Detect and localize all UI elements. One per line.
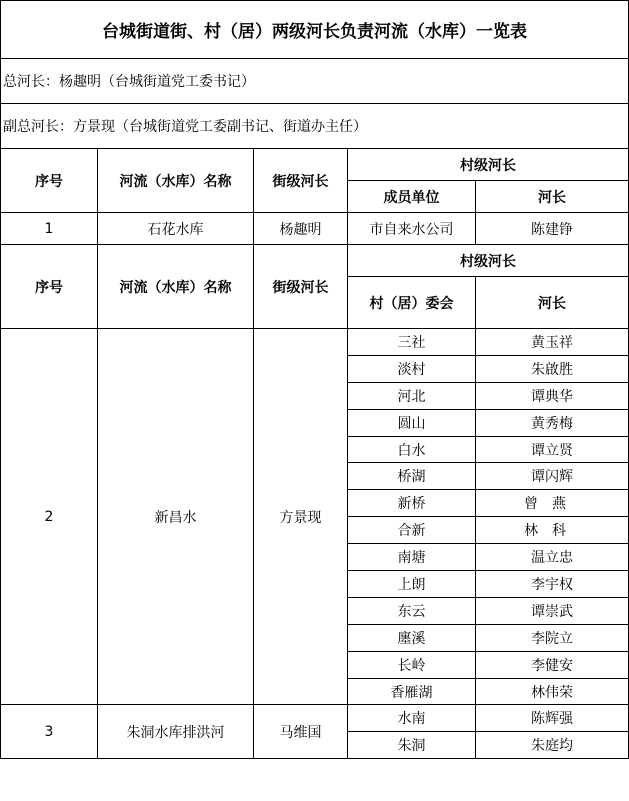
village-committee: 圆山 xyxy=(348,409,476,436)
village-committee: 新桥 xyxy=(348,490,476,517)
row-no: 2 xyxy=(1,329,98,705)
village-chief: 曾燕 xyxy=(476,490,629,517)
river-name: 朱洞水库排洪河 xyxy=(98,705,254,759)
village-chief: 李宇权 xyxy=(476,571,629,598)
river-name: 石花水库 xyxy=(98,213,254,245)
village-committee: 上朗 xyxy=(348,571,476,598)
village-committee: 白水 xyxy=(348,436,476,463)
street-chief: 杨趣明 xyxy=(254,213,348,245)
village-chief: 陈辉强 xyxy=(476,705,629,732)
village-chief: 陈建铮 xyxy=(476,213,629,245)
river-name: 新昌水 xyxy=(98,329,254,705)
header-village-chief: 村级河长 xyxy=(348,149,629,181)
header-street-chief: 街级河长 xyxy=(254,245,348,329)
village-chief: 谭崇武 xyxy=(476,597,629,624)
header-street-chief: 街级河长 xyxy=(254,149,348,213)
village-committee: 合新 xyxy=(348,517,476,544)
village-committee: 香雁湖 xyxy=(348,678,476,705)
village-chief: 林科 xyxy=(476,517,629,544)
village-chief: 李院立 xyxy=(476,624,629,651)
village-chief: 朱庭均 xyxy=(476,732,629,759)
village-committee: 三社 xyxy=(348,329,476,356)
village-committee: 水南 xyxy=(348,705,476,732)
village-chief: 林伟荣 xyxy=(476,678,629,705)
header-river: 河流（水库）名称 xyxy=(98,245,254,329)
village-committee: 长岭 xyxy=(348,651,476,678)
village-chief: 谭典华 xyxy=(476,382,629,409)
street-chief: 方景现 xyxy=(254,329,348,705)
header-village-committee: 村（居）委会 xyxy=(348,277,476,329)
village-chief: 温立忠 xyxy=(476,544,629,571)
village-committee: 廛溪 xyxy=(348,624,476,651)
header-chief: 河长 xyxy=(476,181,629,213)
row-no: 3 xyxy=(1,705,98,759)
table-title: 台城街道街、村（居）两级河长负责河流（水库）一览表 xyxy=(1,1,629,59)
member-unit: 市自来水公司 xyxy=(348,213,476,245)
header-village-chief: 村级河长 xyxy=(348,245,629,277)
village-chief: 朱啟胜 xyxy=(476,355,629,382)
deputy-river-leader: 副总河长：方景现（台城街道党工委副书记、街道办主任） xyxy=(1,104,629,149)
header-no: 序号 xyxy=(1,245,98,329)
village-chief: 谭闪辉 xyxy=(476,463,629,490)
chief-river-leader: 总河长：杨趣明（台城街道党工委书记） xyxy=(1,59,629,104)
row-no: 1 xyxy=(1,213,98,245)
header-chief: 河长 xyxy=(476,277,629,329)
village-committee: 东云 xyxy=(348,597,476,624)
village-chief: 黄秀梅 xyxy=(476,409,629,436)
village-committee: 朱洞 xyxy=(348,732,476,759)
village-committee: 河北 xyxy=(348,382,476,409)
header-no: 序号 xyxy=(1,149,98,213)
village-chief: 李健安 xyxy=(476,651,629,678)
village-chief: 谭立贤 xyxy=(476,436,629,463)
header-member-unit: 成员单位 xyxy=(348,181,476,213)
village-committee: 桥湖 xyxy=(348,463,476,490)
village-committee: 淡村 xyxy=(348,355,476,382)
header-river: 河流（水库）名称 xyxy=(98,149,254,213)
village-chief: 黄玉祥 xyxy=(476,329,629,356)
street-chief: 马维国 xyxy=(254,705,348,759)
village-committee: 南塘 xyxy=(348,544,476,571)
